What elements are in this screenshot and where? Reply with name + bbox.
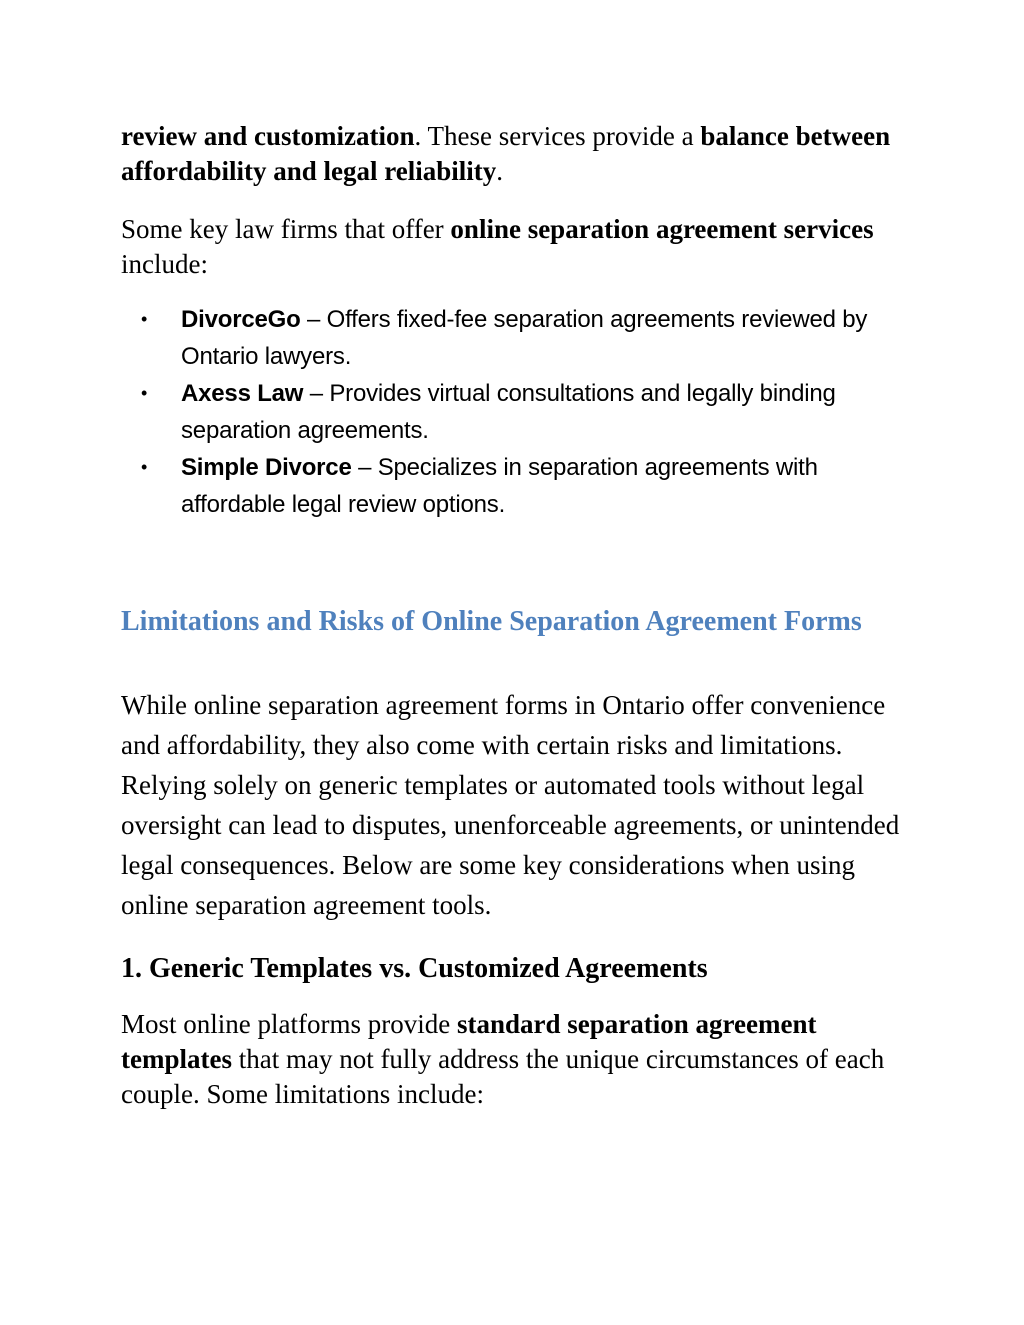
intro-bold-balance: balance between affordability and legal reliability bbox=[121, 121, 891, 186]
firm-description: – Offers fixed-fee separation agreements reviewed by Ontario lawyers. bbox=[181, 306, 868, 370]
firm-name: Simple Divorce bbox=[181, 454, 352, 481]
bullet-icon: • bbox=[141, 383, 148, 403]
intro-bold-review: review and customization bbox=[121, 121, 415, 151]
list-item-axess-law bbox=[121, 375, 901, 449]
subsection-paragraph bbox=[121, 1007, 901, 1112]
firm-description: – Specializes in separation agreements with affordable legal review options. bbox=[181, 454, 818, 518]
subsection-text: Most online platforms provide bbox=[121, 1009, 457, 1039]
firm-name: DivorceGo bbox=[181, 306, 301, 333]
firms-intro-tail: include: bbox=[121, 249, 208, 279]
document-page bbox=[121, 119, 901, 1112]
law-firms-list bbox=[121, 301, 901, 523]
intro-period: . bbox=[496, 156, 504, 186]
bullet-icon: • bbox=[141, 309, 148, 329]
intro-text: . These services provide a bbox=[414, 121, 701, 151]
subsection-tail: that may not fully address the unique circumstances of each couple. Some limitations include: bbox=[121, 1044, 885, 1109]
bullet-icon: • bbox=[141, 457, 148, 477]
firms-intro-bold: online separation agreement services bbox=[450, 214, 874, 244]
section-body-paragraph: While online separation agreement forms in Ontario offer convenience and affordability, they also come with certain risks and limitations. Relying solely on generic templates or automated tools without legal oversight can lead to disputes, unenforceable agreements, or unintended legal consequences. Below are some key considerations when using online separation agreement tools. bbox=[121, 690, 900, 920]
firms-intro-text: Some key law firms that offer bbox=[121, 214, 451, 244]
subsection-bold: standard separation agreement templates bbox=[121, 1009, 817, 1074]
firm-description: – Provides virtual consultations and legally binding separation agreements. bbox=[181, 380, 836, 444]
list-item-simple-divorce bbox=[121, 449, 901, 523]
subsection-heading: 1. Generic Templates vs. Customized Agreements bbox=[121, 953, 708, 984]
list-item-divorcego bbox=[121, 301, 901, 375]
firm-name: Axess Law bbox=[181, 380, 304, 407]
firms-intro-paragraph bbox=[121, 212, 901, 282]
section-heading: Limitations and Risks of Online Separation Agreement Forms bbox=[121, 606, 862, 637]
intro-paragraph bbox=[121, 119, 901, 189]
